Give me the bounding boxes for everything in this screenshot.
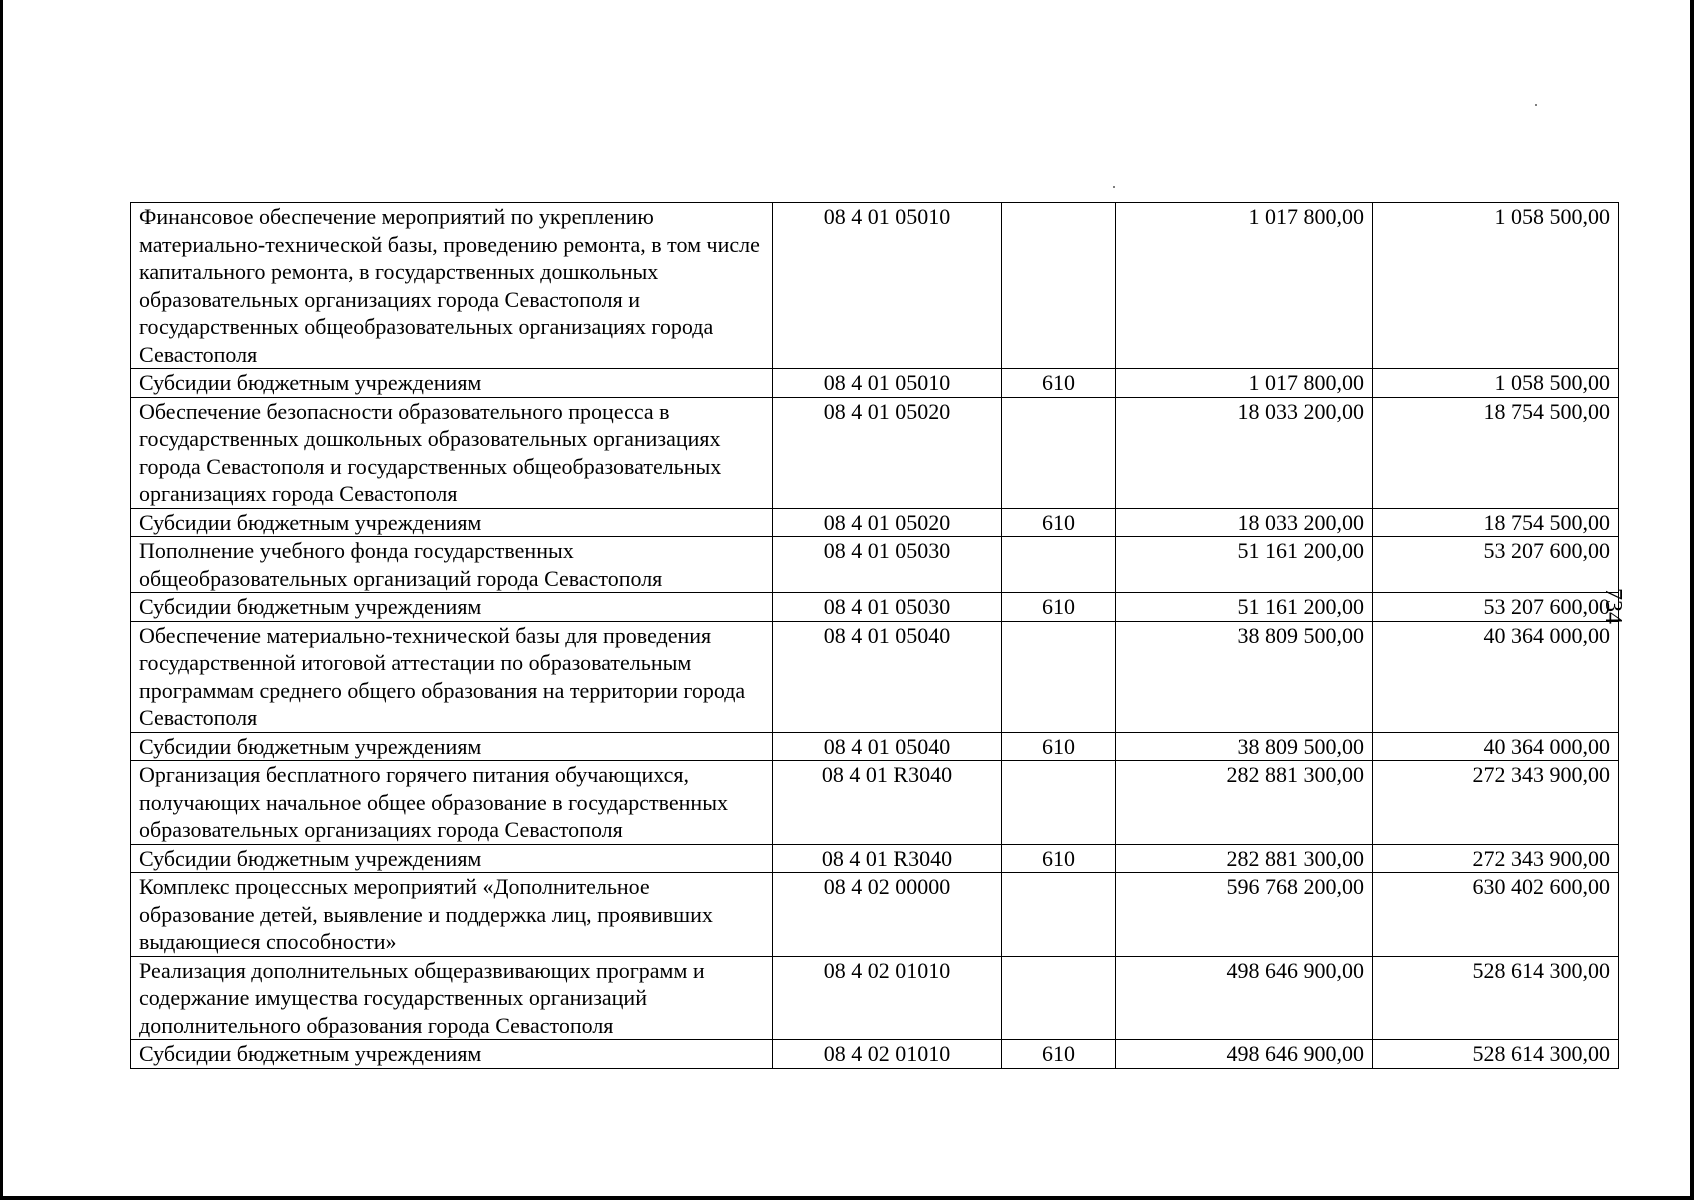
budget-table-body <box>131 203 1619 1069</box>
scan-speck <box>1535 104 1537 106</box>
expense-type-cell: 610 <box>1002 844 1116 873</box>
target-code-cell: 08 4 01 05010 <box>773 369 1002 398</box>
table-row <box>131 956 1619 1040</box>
expense-type-cell <box>1002 761 1116 845</box>
table-row <box>131 397 1619 508</box>
target-code-cell: 08 4 01 05010 <box>773 203 1002 369</box>
target-code-cell: 08 4 01 05030 <box>773 593 1002 622</box>
amount-first-cell: 1 017 800,00 <box>1116 203 1373 369</box>
amount-first-cell: 51 161 200,00 <box>1116 593 1373 622</box>
item-name-cell: Организация бесплатного горячего питания обучающихся, получающих начальное общее образование в государственных образовательных организациях города Севастополя <box>131 761 773 845</box>
item-name-cell: Обеспечение безопасности образовательного процесса в государственных дошкольных образовательных организациях города Севастополя и государственных общеобразовательных организациях города Севастополя <box>131 397 773 508</box>
target-code-cell: 08 4 02 01010 <box>773 956 1002 1040</box>
expense-type-cell <box>1002 537 1116 593</box>
amount-second-cell: 18 754 500,00 <box>1373 397 1619 508</box>
target-code-cell: 08 4 01 05040 <box>773 621 1002 732</box>
table-row <box>131 873 1619 957</box>
item-name-cell: Комплекс процессных мероприятий «Дополнительное образование детей, выявление и поддержка лиц, проявивших выдающиеся способности» <box>131 873 773 957</box>
target-code-cell: 08 4 01 R3040 <box>773 761 1002 845</box>
table-row <box>131 593 1619 622</box>
scan-border-bottom <box>0 1196 1694 1200</box>
item-name-cell: Реализация дополнительных общеразвивающих программ и содержание имущества государственных организаций дополнительного образования города Севастополя <box>131 956 773 1040</box>
target-code-cell: 08 4 01 05030 <box>773 537 1002 593</box>
table-row <box>131 621 1619 732</box>
amount-first-cell: 282 881 300,00 <box>1116 761 1373 845</box>
amount-first-cell: 51 161 200,00 <box>1116 537 1373 593</box>
table-row <box>131 369 1619 398</box>
item-name-cell: Пополнение учебного фонда государственных общеобразовательных организаций города Севастополя <box>131 537 773 593</box>
scan-speck <box>1113 186 1115 188</box>
amount-second-cell: 630 402 600,00 <box>1373 873 1619 957</box>
expense-type-cell: 610 <box>1002 1040 1116 1069</box>
table-row <box>131 537 1619 593</box>
amount-second-cell: 53 207 600,00 <box>1373 537 1619 593</box>
item-name-cell: Субсидии бюджетным учреждениям <box>131 732 773 761</box>
expense-type-cell <box>1002 203 1116 369</box>
target-code-cell: 08 4 01 05040 <box>773 732 1002 761</box>
item-name-cell: Финансовое обеспечение мероприятий по укреплению материально-технической базы, проведению ремонта, в том числе капитального ремонта, в государственных дошкольных образовательных организациях города Севастополя и государственных общеобразовательных организациях города Севастополя <box>131 203 773 369</box>
expense-type-cell <box>1002 873 1116 957</box>
page-number: 734 <box>1600 588 1626 624</box>
expense-type-cell <box>1002 956 1116 1040</box>
amount-second-cell: 528 614 300,00 <box>1373 956 1619 1040</box>
amount-first-cell: 18 033 200,00 <box>1116 397 1373 508</box>
amount-first-cell: 18 033 200,00 <box>1116 508 1373 537</box>
amount-second-cell: 1 058 500,00 <box>1373 203 1619 369</box>
expense-type-cell <box>1002 397 1116 508</box>
amount-second-cell: 40 364 000,00 <box>1373 621 1619 732</box>
item-name-cell: Субсидии бюджетным учреждениям <box>131 593 773 622</box>
item-name-cell: Обеспечение материально-технической базы для проведения государственной итоговой аттестации по образовательным программам среднего общего образования на территории города Севастополя <box>131 621 773 732</box>
table-row <box>131 732 1619 761</box>
item-name-cell: Субсидии бюджетным учреждениям <box>131 508 773 537</box>
expense-type-cell: 610 <box>1002 593 1116 622</box>
expense-type-cell: 610 <box>1002 369 1116 398</box>
amount-first-cell: 282 881 300,00 <box>1116 844 1373 873</box>
target-code-cell: 08 4 01 R3040 <box>773 844 1002 873</box>
scan-border-left <box>0 0 3 1200</box>
item-name-cell: Субсидии бюджетным учреждениям <box>131 1040 773 1069</box>
target-code-cell: 08 4 02 01010 <box>773 1040 1002 1069</box>
target-code-cell: 08 4 01 05020 <box>773 508 1002 537</box>
amount-first-cell: 498 646 900,00 <box>1116 1040 1373 1069</box>
amount-first-cell: 38 809 500,00 <box>1116 621 1373 732</box>
expense-type-cell <box>1002 621 1116 732</box>
budget-table <box>130 202 1619 1069</box>
target-code-cell: 08 4 01 05020 <box>773 397 1002 508</box>
expense-type-cell: 610 <box>1002 732 1116 761</box>
amount-first-cell: 498 646 900,00 <box>1116 956 1373 1040</box>
target-code-cell: 08 4 02 00000 <box>773 873 1002 957</box>
amount-second-cell: 1 058 500,00 <box>1373 369 1619 398</box>
item-name-cell: Субсидии бюджетным учреждениям <box>131 844 773 873</box>
table-row <box>131 844 1619 873</box>
amount-first-cell: 38 809 500,00 <box>1116 732 1373 761</box>
table-row <box>131 1040 1619 1069</box>
amount-second-cell: 528 614 300,00 <box>1373 1040 1619 1069</box>
amount-second-cell: 272 343 900,00 <box>1373 761 1619 845</box>
amount-second-cell: 40 364 000,00 <box>1373 732 1619 761</box>
amount-second-cell: 53 207 600,00 <box>1373 593 1619 622</box>
amount-second-cell: 18 754 500,00 <box>1373 508 1619 537</box>
item-name-cell: Субсидии бюджетным учреждениям <box>131 369 773 398</box>
amount-second-cell: 272 343 900,00 <box>1373 844 1619 873</box>
amount-first-cell: 1 017 800,00 <box>1116 369 1373 398</box>
table-row <box>131 203 1619 369</box>
scan-border-right <box>1690 0 1694 1200</box>
amount-first-cell: 596 768 200,00 <box>1116 873 1373 957</box>
table-row <box>131 508 1619 537</box>
expense-type-cell: 610 <box>1002 508 1116 537</box>
table-row <box>131 761 1619 845</box>
